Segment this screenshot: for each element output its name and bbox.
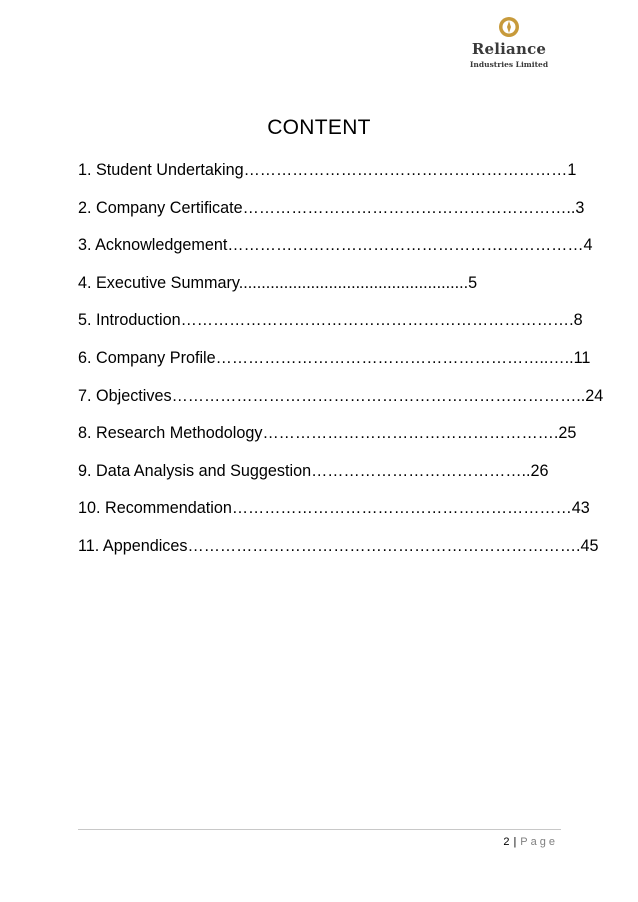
logo-subtitle: Industries Limited [469,60,549,69]
reliance-logo [468,16,550,74]
page-title: CONTENT [267,116,371,139]
toc-item: 6. Company Profile……………………………………………………..…..11 [78,348,591,367]
footer-divider [78,829,561,830]
toc-item: 10. Recommendation………………………………………………………43 [78,499,590,518]
page-label: Page [520,836,558,848]
page-footer [503,836,558,848]
toc-item: 4. Executive Summary...................................................5 [78,273,478,292]
toc-item: 7. Objectives…………………………………………………………………..24 [78,386,604,405]
reliance-emblem-icon [498,16,520,38]
toc-item: 5. Introduction……………………………………………………………….8 [78,311,583,330]
logo-name: Reliance [471,40,547,58]
table-of-contents [78,160,604,574]
page-number: 2 [503,836,510,848]
footer-separator: | [513,836,517,848]
toc-item: 3. Acknowledgement…………………………………………………………4 [78,236,593,255]
toc-item: 1. Student Undertaking……………………………………………………1 [78,161,577,179]
toc-item: 2. Company Certificate……………………………………………………..3 [78,198,585,217]
toc-item: 9. Data Analysis and Suggestion…………………………………..26 [78,461,549,480]
toc-item: 8. Research Methodology……………………………………………….25 [78,424,577,443]
toc-item: 11. Appendices……………………………………………………………….45 [78,536,599,555]
